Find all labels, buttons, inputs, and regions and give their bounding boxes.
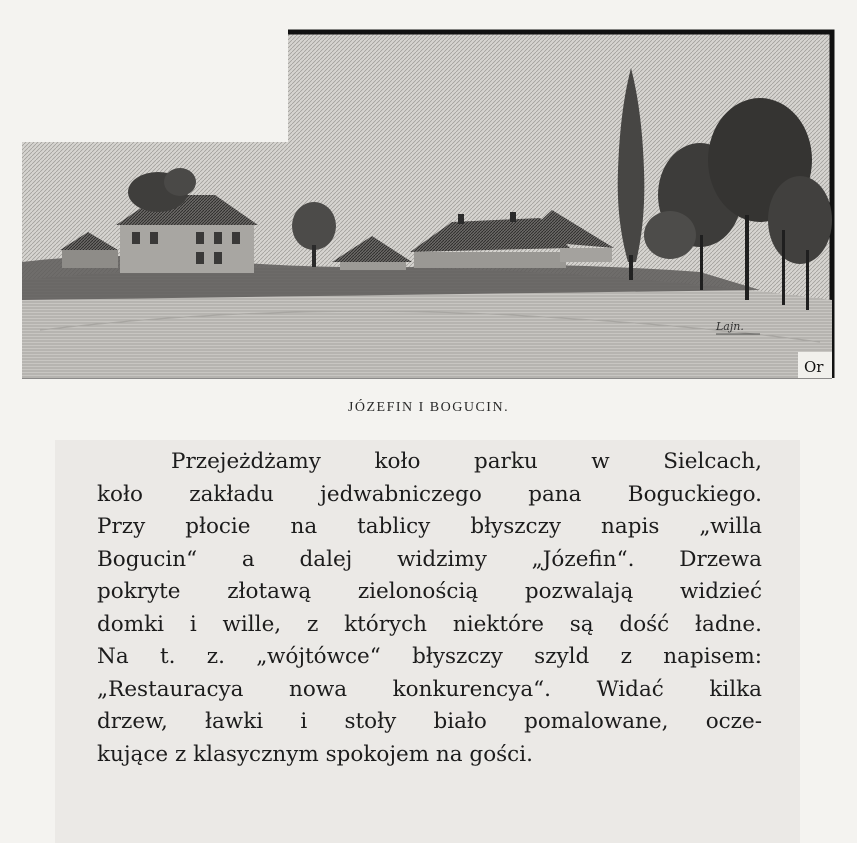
artist-signature: Lajn.	[716, 320, 744, 333]
paragraph-line: domki i wille, z których niektóre są dość ładne.	[97, 611, 762, 637]
paragraph-line: Przejeżdżamy koło parku w Sielcach,	[171, 449, 762, 474]
paragraph-line: drzew, ławki i stoły biało pomalowane, ocze-	[97, 709, 762, 734]
paragraph-line: koło zakładu jedwabniczego pana Boguckiego.	[97, 481, 762, 507]
engraving-illustration	[0, 0, 857, 385]
paragraph-line: Przy płocie na tablicy błyszczy napis „willa	[97, 514, 762, 539]
paragraph-line: Na t. z. „wójtówce“ błyszczy szyld z napisem:	[97, 644, 762, 669]
paragraph-line: Bogucin“ a dalej widzimy „Józefin“. Drzewa	[97, 546, 762, 572]
illustration-caption: JÓZEFIN I BOGUCIN.	[347, 400, 510, 415]
article-paragraph	[97, 446, 762, 771]
paragraph-line: kujące z klasycznym spokojem na gości.	[97, 741, 533, 767]
paragraph-line: „Restauracya nowa konkurencya“. Widać kilka	[97, 676, 762, 702]
paragraph-line: pokryte złotawą zielonością pozwalają widzieć	[97, 579, 762, 604]
corner-mark: Or	[804, 358, 824, 376]
